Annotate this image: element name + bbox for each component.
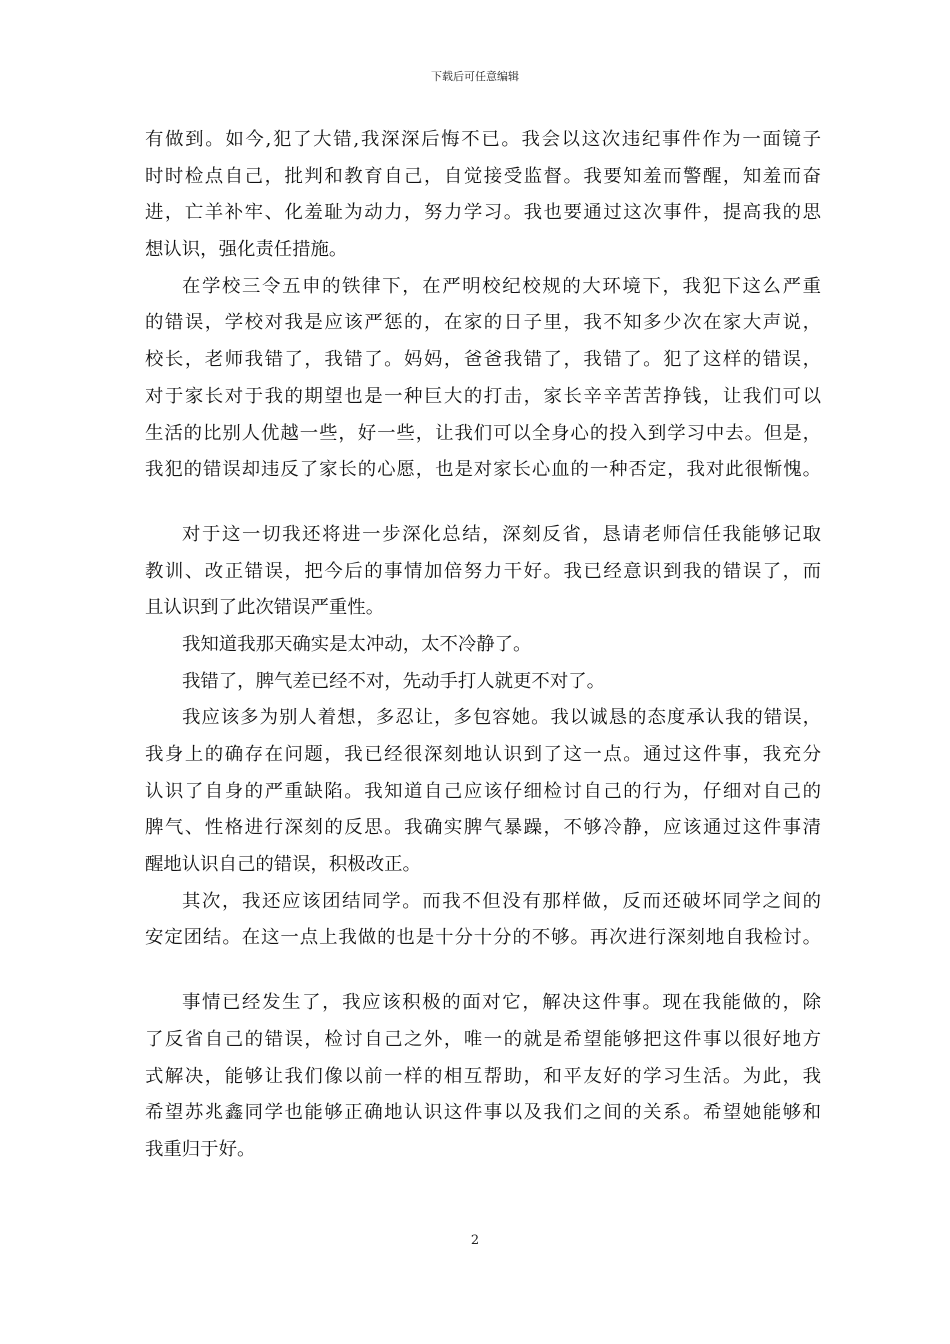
text-line: 其次，我还应该团结同学。而我不但没有那样做，反而还破坏同学之间的 (182, 890, 821, 912)
text-line: 且认识到了此次错误严重性。 (145, 597, 385, 619)
text-line: 对于家长对于我的期望也是一种巨大的打击，家长辛辛苦苦挣钱，让我们可以 (145, 385, 821, 407)
text-line: 希望苏兆鑫同学也能够正确地认识这件事以及我们之间的关系。希望她能够和 (145, 1102, 821, 1124)
text-line: 教训、改正错误，把今后的事情加倍努力干好。我已经意识到我的错误了，而 (145, 560, 821, 582)
text-line: 生活的比别人优越一些，好一些，让我们可以全身心的投入到学习中去。但是， (145, 422, 821, 444)
text-line: 我重归于好。 (145, 1138, 256, 1160)
text-line: 式解决，能够让我们像以前一样的相互帮助，和平友好的学习生活。为此，我 (145, 1065, 821, 1087)
text-line: 醒地认识自己的错误，积极改正。 (145, 854, 421, 876)
text-line: 想认识，强化责任措施。 (145, 239, 348, 261)
text-line: 时时检点自己，批判和教育自己，自觉接受监督。我要知羞而警醒，知羞而奋 (145, 165, 821, 187)
text-line: 进，亡羊补牢、化羞耻为动力，努力学习。我也要通过这次事件，提高我的思 (145, 202, 821, 224)
text-line: 脾气、性格进行深刻的反思。我确实脾气暴躁，不够冷静，应该通过这件事清 (145, 817, 821, 839)
text-line: 安定团结。在这一点上我做的也是十分十分的不够。再次进行深刻地自我检讨。 (145, 927, 821, 949)
text-line: 对于这一切我还将进一步深化总结，深刻反省，恳请老师信任我能够记取 (182, 523, 821, 545)
paragraph-gap (145, 495, 821, 523)
text-line: 校长，老师我错了，我错了。妈妈，爸爸我错了，我错了。犯了这样的错误， (145, 349, 821, 371)
text-line: 有做到。如今,犯了大错,我深深后悔不已。我会以这次违纪事件作为一面镜子 (145, 129, 821, 150)
text-line: 我应该多为别人着想，多忍让，多包容她。我以诚恳的态度承认我的错误， (182, 707, 821, 729)
document-body (145, 128, 821, 1175)
text-line: 事情已经发生了，我应该积极的面对它，解决这件事。现在我能做的，除 (182, 992, 821, 1014)
page-number: 2 (470, 1233, 480, 1248)
paragraph-gap (145, 963, 821, 991)
text-line: 的错误，学校对我是应该严惩的，在家的日子里，我不知多少次在家大声说， (145, 312, 821, 334)
text-line: 在学校三令五申的铁律下，在严明校纪校规的大环境下，我犯下这么严重 (182, 275, 821, 297)
page-header: 下载后可任意编辑 (431, 70, 519, 83)
text-line: 我犯的错误却违反了家长的心愿，也是对家长心血的一种否定，我对此很惭愧。 (145, 459, 821, 481)
text-line: 了反省自己的错误，检讨自己之外，唯一的就是希望能够把这件事以很好地方 (145, 1028, 821, 1050)
text-line: 我身上的确存在问题，我已经很深刻地认识到了这一点。通过这件事，我充分 (145, 744, 821, 765)
text-line: 我知道我那天确实是太冲动，太不冷静了。 (182, 633, 532, 655)
text-line: 我错了，脾气差已经不对，先动手打人就更不对了。 (182, 670, 605, 692)
text-line: 认识了自身的严重缺陷。我知道自己应该仔细检讨自己的行为，仔细对自己的 (145, 780, 821, 802)
